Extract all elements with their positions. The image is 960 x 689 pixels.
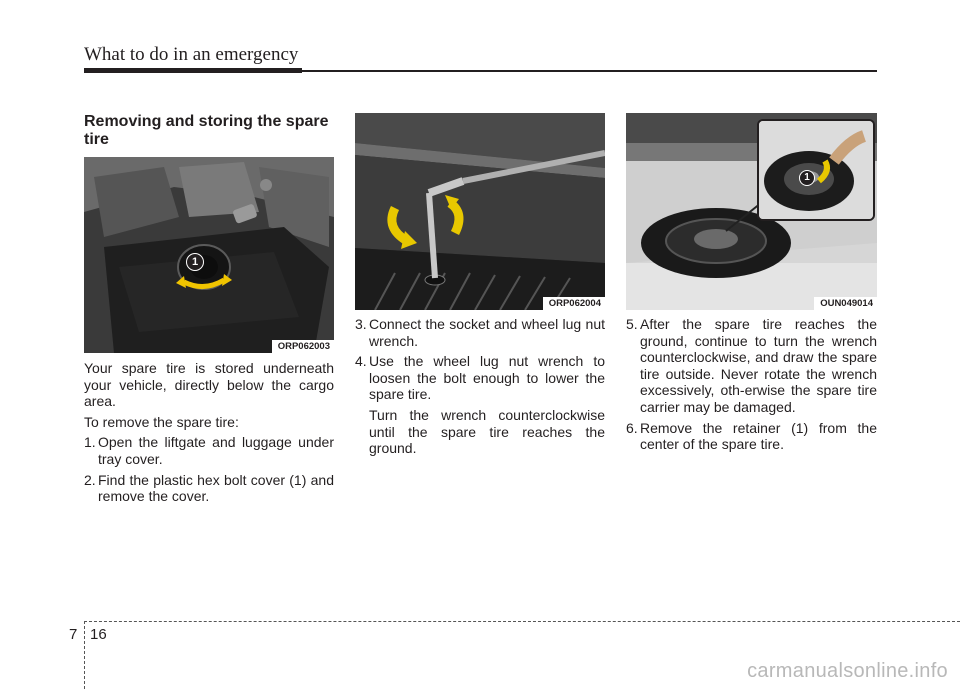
step-text: Remove the retainer (1) from the center of the spare tire. xyxy=(640,419,877,453)
column-2-text xyxy=(355,316,605,461)
page-header-title: What to do in an emergency xyxy=(84,44,299,65)
step-text: Use the wheel lug nut wrench to loosen the bolt enough to lower the spare tire. xyxy=(369,353,605,403)
step-6 xyxy=(626,420,877,453)
wrench-illustration xyxy=(355,113,605,310)
lead-paragraph: To remove the spare tire: xyxy=(84,413,239,430)
intro-paragraph: Your spare tire is stored underneath your vehicle, directly below the cargo area. xyxy=(84,360,334,410)
step-number: 1. xyxy=(84,434,96,451)
column-3-text xyxy=(626,316,877,457)
step-text: After the spare tire reaches the ground, continue to turn the wrench counterclockwise, and draw the spare tire outside. Never rotate the wrench excessively, oth-erwise the spare tire carrier may be damaged. xyxy=(640,316,877,415)
step-text: Find the plastic hex bolt cover (1) and remove the cover. xyxy=(98,471,334,505)
figure-spare-tire xyxy=(626,113,877,310)
footer-rule xyxy=(84,621,960,622)
step-number: 4. xyxy=(355,353,367,370)
figure-code: OUN049014 xyxy=(814,297,877,310)
watermark-text: carmanualsonline.info xyxy=(747,660,948,682)
cargo-tray-illustration xyxy=(84,157,334,353)
step-5 xyxy=(626,316,877,416)
step-number: 6. xyxy=(626,419,638,436)
step-number: 5. xyxy=(626,316,638,332)
figure-code: ORP062003 xyxy=(272,340,334,353)
retainer-inset-illustration xyxy=(759,121,873,219)
section-heading: Removing and storing the spare tire xyxy=(84,113,329,148)
page-number: 16 xyxy=(90,626,107,643)
step-number: 3. xyxy=(355,316,367,332)
step-4-note: Turn the wrench counterclockwise until the spare tire reaches the ground. xyxy=(369,406,605,457)
header-rule xyxy=(84,70,877,72)
step-1 xyxy=(84,434,334,467)
step-text: Connect the socket and wheel lug nut wrench. xyxy=(369,316,605,349)
step-2 xyxy=(84,472,334,505)
figure-bolt-cover xyxy=(84,157,334,353)
callout-1-badge: 1 xyxy=(186,253,204,271)
figure-inset xyxy=(757,119,875,221)
column-1-text xyxy=(84,360,334,509)
footer-divider xyxy=(84,621,85,689)
figure-code: ORP062004 xyxy=(543,297,605,310)
figure-wrench xyxy=(355,113,605,310)
chapter-number: 7 xyxy=(69,626,78,643)
step-text: Open the liftgate and luggage under tray cover. xyxy=(98,434,334,467)
step-4 xyxy=(355,353,605,403)
callout-1-badge: 1 xyxy=(799,170,815,186)
step-3 xyxy=(355,316,605,349)
step-number: 2. xyxy=(84,471,96,488)
